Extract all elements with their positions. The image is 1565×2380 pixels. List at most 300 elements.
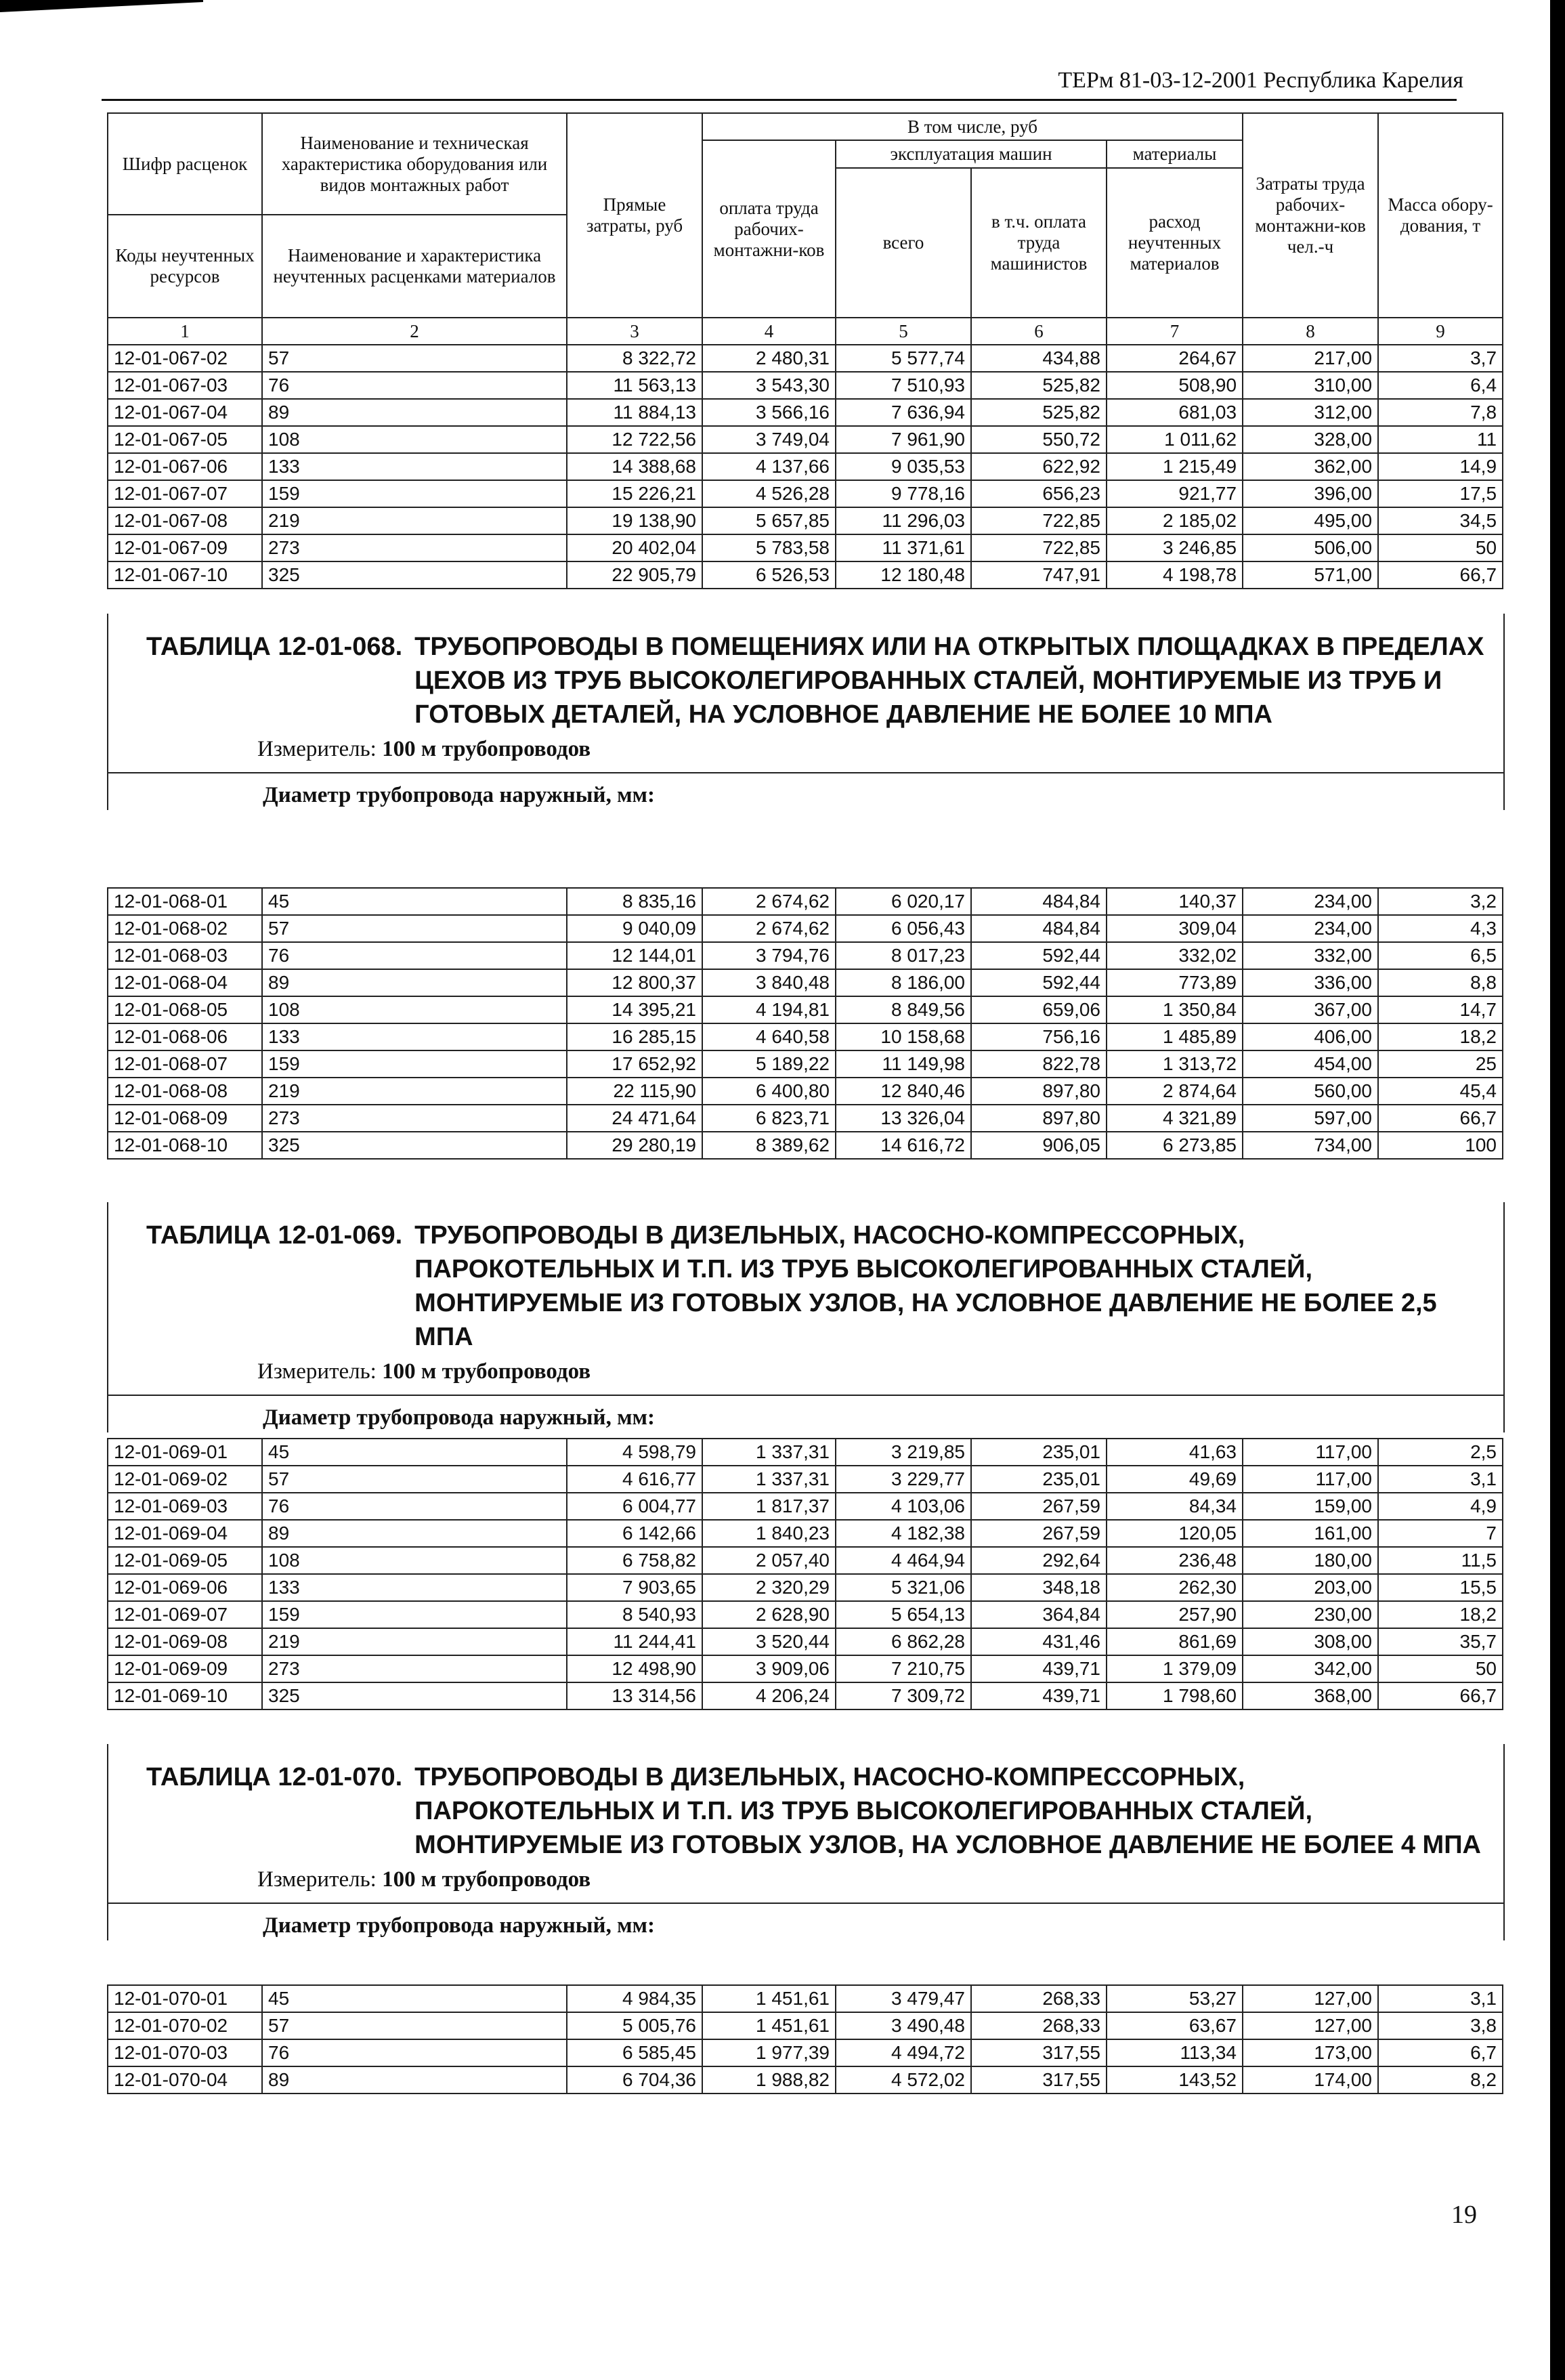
cell-mass: 7,8: [1378, 399, 1503, 426]
cell-mass: 7: [1378, 1520, 1503, 1547]
cell-materials: 1 379,09: [1107, 1655, 1243, 1682]
cell-mach-labor: 267,59: [971, 1520, 1107, 1547]
cell-mach-labor: 434,88: [971, 345, 1107, 372]
cell-diameter: 89: [262, 969, 567, 996]
cell-materials: 143,52: [1107, 2066, 1243, 2094]
table-row: [108, 1105, 1503, 1132]
header-rule: [102, 99, 1457, 101]
cell-diameter: 273: [262, 1655, 567, 1682]
cell-diameter: 159: [262, 1050, 567, 1078]
cell-materials: 861,69: [1107, 1628, 1243, 1655]
cell-mach-total: 5 654,13: [836, 1601, 971, 1628]
table-caption: ТРУБОПРОВОДЫ В ДИЗЕЛЬНЫХ, НАСОСНО-КОМПРЕССОРНЫХ, ПАРОКОТЕЛЬНЫХ И Т.П. ИЗ ТРУБ ВЫСОКОЛЕГИРОВАННЫХ СТАЛЕЙ, МОНТИРУЕМЫЕ ИЗ ГОТОВЫХ УЗЛОВ, НА УСЛОВНОЕ ДАВЛЕНИЕ НЕ БОЛЕЕ 2,5 МПА: [414, 1221, 1437, 1351]
cell-direct: 6 142,66: [567, 1520, 702, 1547]
cell-mach-total: 10 158,68: [836, 1023, 971, 1050]
cell-diameter: 133: [262, 453, 567, 480]
cell-materials: 2 874,64: [1107, 1078, 1243, 1105]
table-row: [108, 969, 1503, 996]
col-name-header: Наименование и техническая характеристика оборудования или видов монтажных работ: [262, 113, 567, 215]
cell-mach-total: 6 862,28: [836, 1628, 971, 1655]
cell-diameter: 273: [262, 1105, 567, 1132]
cell-mach-total: 6 056,43: [836, 915, 971, 942]
cell-mach-labor: 267,59: [971, 1493, 1107, 1520]
table-row: [108, 345, 1503, 372]
cell-direct: 8 540,93: [567, 1601, 702, 1628]
table-label: ТАБЛИЦА 12-01-070.: [146, 1763, 403, 1791]
cell-diameter: 57: [262, 1466, 567, 1493]
cell-labor-pay: 4 640,58: [702, 1023, 836, 1050]
cell-diameter: 325: [262, 1682, 567, 1709]
unit-line: [108, 731, 1503, 773]
cell-mach-total: 7 210,75: [836, 1655, 971, 1682]
cell-mass: 3,1: [1378, 1466, 1503, 1493]
table-row: [108, 2012, 1503, 2039]
cell-mach-labor: 592,44: [971, 942, 1107, 969]
cell-code: 12-01-067-09: [108, 534, 262, 561]
cell-labor-pay: 1 840,23: [702, 1520, 836, 1547]
cell-materials: 49,69: [1107, 1466, 1243, 1493]
table-row: [108, 1574, 1503, 1601]
cell-materials: 1 011,62: [1107, 426, 1243, 453]
cell-labor-pay: 1 451,61: [702, 1985, 836, 2012]
cell-diameter: 159: [262, 480, 567, 507]
cell-labor-hours: 173,00: [1243, 2039, 1378, 2066]
cell-direct: 7 903,65: [567, 1574, 702, 1601]
cell-labor-pay: 4 194,81: [702, 996, 836, 1023]
cell-code: 12-01-067-06: [108, 453, 262, 480]
scan-corner-mark: [0, 0, 203, 15]
unit-line: [108, 1862, 1503, 1904]
cell-code: 12-01-070-03: [108, 2039, 262, 2066]
cell-labor-pay: 8 389,62: [702, 1132, 836, 1159]
cell-mass: 50: [1378, 534, 1503, 561]
cell-direct: 29 280,19: [567, 1132, 702, 1159]
cell-code: 12-01-069-07: [108, 1601, 262, 1628]
column-number: 8: [1243, 318, 1378, 345]
cell-mach-total: 8 186,00: [836, 969, 971, 996]
cell-diameter: 76: [262, 942, 567, 969]
cell-code: 12-01-068-01: [108, 888, 262, 915]
table-row: [108, 1050, 1503, 1078]
table-label: ТАБЛИЦА 12-01-069.: [146, 1221, 403, 1250]
table-row: [108, 996, 1503, 1023]
cell-materials: 1 313,72: [1107, 1050, 1243, 1078]
cell-mach-labor: 822,78: [971, 1050, 1107, 1078]
cell-mass: 50: [1378, 1655, 1503, 1682]
table-row: [108, 888, 1503, 915]
cell-direct: 9 040,09: [567, 915, 702, 942]
cell-code: 12-01-068-02: [108, 915, 262, 942]
cell-mass: 66,7: [1378, 1105, 1503, 1132]
cell-direct: 14 388,68: [567, 453, 702, 480]
table-row: [108, 2039, 1503, 2066]
cell-mach-labor: 722,85: [971, 534, 1107, 561]
cell-materials: 508,90: [1107, 372, 1243, 399]
unit-prefix: Измеритель:: [257, 1867, 383, 1892]
cell-diameter: 219: [262, 507, 567, 534]
table-row: [108, 942, 1503, 969]
cell-diameter: 45: [262, 1985, 567, 2012]
cell-direct: 11 563,13: [567, 372, 702, 399]
cell-materials: 2 185,02: [1107, 507, 1243, 534]
cell-mach-labor: 897,80: [971, 1105, 1107, 1132]
cell-mass: 2,5: [1378, 1439, 1503, 1466]
cell-labor-hours: 734,00: [1243, 1132, 1378, 1159]
data-table: [107, 887, 1503, 1160]
table-row: [108, 1466, 1503, 1493]
cell-diameter: 159: [262, 1601, 567, 1628]
cell-mach-total: 4 182,38: [836, 1520, 971, 1547]
cell-diameter: 76: [262, 2039, 567, 2066]
cell-mach-labor: 439,71: [971, 1655, 1107, 1682]
cell-diameter: 325: [262, 1132, 567, 1159]
cell-mach-total: 8 017,23: [836, 942, 971, 969]
cell-labor-hours: 234,00: [1243, 915, 1378, 942]
cell-diameter: 133: [262, 1574, 567, 1601]
cell-mach-total: 6 020,17: [836, 888, 971, 915]
cell-mach-labor: 364,84: [971, 1601, 1107, 1628]
cell-mach-total: 14 616,72: [836, 1132, 971, 1159]
cell-diameter: 76: [262, 372, 567, 399]
cell-code: 12-01-069-09: [108, 1655, 262, 1682]
cell-labor-pay: 1 337,31: [702, 1466, 836, 1493]
table-row: [108, 915, 1503, 942]
cell-mach-total: 5 577,74: [836, 345, 971, 372]
cell-materials: 4 321,89: [1107, 1105, 1243, 1132]
cell-materials: 1 485,89: [1107, 1023, 1243, 1050]
unit-prefix: Измеритель:: [257, 1359, 383, 1384]
cell-code: 12-01-067-03: [108, 372, 262, 399]
cell-labor-pay: 6 526,53: [702, 561, 836, 589]
cell-materials: 6 273,85: [1107, 1132, 1243, 1159]
cell-mach-total: 8 849,56: [836, 996, 971, 1023]
cell-mass: 15,5: [1378, 1574, 1503, 1601]
cell-materials: 140,37: [1107, 888, 1243, 915]
col-labor-hours-header: Затраты труда рабочих-монтажни-ков чел.-ч: [1243, 113, 1378, 318]
cell-diameter: 57: [262, 345, 567, 372]
cell-code: 12-01-068-06: [108, 1023, 262, 1050]
cell-direct: 11 244,41: [567, 1628, 702, 1655]
cell-code: 12-01-067-05: [108, 426, 262, 453]
cell-mass: 3,8: [1378, 2012, 1503, 2039]
cell-labor-hours: 308,00: [1243, 1628, 1378, 1655]
cell-materials: 332,02: [1107, 942, 1243, 969]
cell-mass: 6,4: [1378, 372, 1503, 399]
unit-value: 100 м трубопроводов: [382, 1867, 591, 1892]
diameter-label: Диаметр трубопровода наружный, мм:: [263, 1913, 656, 1938]
cell-direct: 5 005,76: [567, 2012, 702, 2039]
cell-code: 12-01-068-03: [108, 942, 262, 969]
cell-direct: 24 471,64: [567, 1105, 702, 1132]
cell-code: 12-01-069-03: [108, 1493, 262, 1520]
column-number: 5: [836, 318, 971, 345]
cell-labor-pay: 2 320,29: [702, 1574, 836, 1601]
cell-code: 12-01-068-04: [108, 969, 262, 996]
cell-mach-labor: 525,82: [971, 372, 1107, 399]
cell-labor-pay: 4 206,24: [702, 1682, 836, 1709]
cell-code: 12-01-068-07: [108, 1050, 262, 1078]
cell-labor-pay: 6 823,71: [702, 1105, 836, 1132]
column-number: 4: [702, 318, 836, 345]
cell-mass: 18,2: [1378, 1601, 1503, 1628]
cell-mass: 4,3: [1378, 915, 1503, 942]
cell-diameter: 219: [262, 1078, 567, 1105]
cell-code: 12-01-067-10: [108, 561, 262, 589]
col-mach-labor-header: в т.ч. оплата труда машинистов: [971, 168, 1107, 318]
cell-labor-pay: 5 657,85: [702, 507, 836, 534]
cell-diameter: 89: [262, 399, 567, 426]
cell-labor-pay: 3 749,04: [702, 426, 836, 453]
cell-mach-total: 3 219,85: [836, 1439, 971, 1466]
cell-mass: 34,5: [1378, 507, 1503, 534]
cell-mass: 3,2: [1378, 888, 1503, 915]
cell-direct: 8 322,72: [567, 345, 702, 372]
cell-diameter: 45: [262, 1439, 567, 1466]
cell-direct: 16 285,15: [567, 1023, 702, 1050]
cell-direct: 6 704,36: [567, 2066, 702, 2094]
cell-mach-labor: 897,80: [971, 1078, 1107, 1105]
cell-mach-total: 4 464,94: [836, 1547, 971, 1574]
scan-edge-mark: [1550, 0, 1565, 2380]
table-caption: ТРУБОПРОВОДЫ В ПОМЕЩЕНИЯХ ИЛИ НА ОТКРЫТЫХ ПЛОЩАДКАХ В ПРЕДЕЛАХ ЦЕХОВ ИЗ ТРУБ ВЫСОКОЛЕГИРОВАННЫХ СТАЛЕЙ, МОНТИРУЕМЫЕ ИЗ ТРУБ И ГОТОВЫХ ДЕТАЛЕЙ, НА УСЛОВНОЕ ДАВЛЕНИЕ НЕ БОЛЕЕ 10 МПА: [414, 633, 1484, 729]
cell-direct: 13 314,56: [567, 1682, 702, 1709]
cell-mach-labor: 550,72: [971, 426, 1107, 453]
cell-mach-total: 4 103,06: [836, 1493, 971, 1520]
cell-labor-pay: 2 057,40: [702, 1547, 836, 1574]
cell-code: 12-01-069-10: [108, 1682, 262, 1709]
cell-diameter: 76: [262, 1493, 567, 1520]
cell-direct: 20 402,04: [567, 534, 702, 561]
table-row: [108, 507, 1503, 534]
cell-mach-total: 3 490,48: [836, 2012, 971, 2039]
column-numbers-row: [108, 318, 1503, 345]
table-heading-block: [107, 614, 1505, 810]
cell-direct: 15 226,21: [567, 480, 702, 507]
cell-labor-pay: 3 794,76: [702, 942, 836, 969]
cell-labor-hours: 571,00: [1243, 561, 1378, 589]
cell-direct: 8 835,16: [567, 888, 702, 915]
cell-labor-hours: 312,00: [1243, 399, 1378, 426]
cell-labor-hours: 180,00: [1243, 1547, 1378, 1574]
cell-labor-hours: 203,00: [1243, 1574, 1378, 1601]
cell-labor-pay: 1 817,37: [702, 1493, 836, 1520]
column-number: 7: [1107, 318, 1243, 345]
cell-materials: 1 350,84: [1107, 996, 1243, 1023]
cell-materials: 921,77: [1107, 480, 1243, 507]
cell-materials: 1 215,49: [1107, 453, 1243, 480]
cell-diameter: 89: [262, 2066, 567, 2094]
cell-mach-labor: 656,23: [971, 480, 1107, 507]
cell-code: 12-01-070-02: [108, 2012, 262, 2039]
cell-mass: 66,7: [1378, 1682, 1503, 1709]
table-row: [108, 1439, 1503, 1466]
cell-mach-labor: 431,46: [971, 1628, 1107, 1655]
cell-mach-total: 4 572,02: [836, 2066, 971, 2094]
cell-labor-hours: 161,00: [1243, 1520, 1378, 1547]
cell-mass: 25: [1378, 1050, 1503, 1078]
cell-labor-pay: 3 566,16: [702, 399, 836, 426]
cell-materials: 41,63: [1107, 1439, 1243, 1466]
cell-labor-pay: 3 840,48: [702, 969, 836, 996]
cell-direct: 12 498,90: [567, 1655, 702, 1682]
cell-materials: 309,04: [1107, 915, 1243, 942]
unit-value: 100 м трубопроводов: [382, 1359, 591, 1384]
cell-mass: 35,7: [1378, 1628, 1503, 1655]
cell-direct: 11 884,13: [567, 399, 702, 426]
cell-diameter: 89: [262, 1520, 567, 1547]
table-row: [108, 1078, 1503, 1105]
unit-prefix: Измеритель:: [257, 737, 383, 761]
cell-labor-pay: 1 977,39: [702, 2039, 836, 2066]
cell-mass: 8,8: [1378, 969, 1503, 996]
cell-materials: 236,48: [1107, 1547, 1243, 1574]
cell-labor-hours: 117,00: [1243, 1439, 1378, 1466]
table-row: [108, 480, 1503, 507]
cell-mach-labor: 906,05: [971, 1132, 1107, 1159]
cell-mass: 3,7: [1378, 345, 1503, 372]
cell-direct: 6 585,45: [567, 2039, 702, 2066]
cell-labor-hours: 406,00: [1243, 1023, 1378, 1050]
cell-materials: 3 246,85: [1107, 534, 1243, 561]
cell-mach-total: 13 326,04: [836, 1105, 971, 1132]
cell-code: 12-01-069-04: [108, 1520, 262, 1547]
cell-direct: 12 722,56: [567, 426, 702, 453]
cell-labor-hours: 174,00: [1243, 2066, 1378, 2094]
cell-materials: 53,27: [1107, 1985, 1243, 2012]
table-row: [108, 534, 1503, 561]
cell-labor-hours: 117,00: [1243, 1466, 1378, 1493]
cell-mach-total: 5 321,06: [836, 1574, 971, 1601]
cell-mach-total: 7 961,90: [836, 426, 971, 453]
cell-labor-hours: 560,00: [1243, 1078, 1378, 1105]
cell-mach-labor: 525,82: [971, 399, 1107, 426]
cell-mach-total: 7 309,72: [836, 1682, 971, 1709]
cell-labor-hours: 336,00: [1243, 969, 1378, 996]
cell-diameter: 108: [262, 1547, 567, 1574]
col-labor-pay-header: оплата труда рабочих-монтажни-ков: [702, 140, 836, 318]
table-row: [108, 1547, 1503, 1574]
cell-mass: 14,7: [1378, 996, 1503, 1023]
cell-labor-pay: 6 400,80: [702, 1078, 836, 1105]
cell-diameter: 108: [262, 426, 567, 453]
cell-mach-labor: 592,44: [971, 969, 1107, 996]
col-machines-header: эксплуатация машин: [836, 140, 1107, 168]
cell-labor-hours: 217,00: [1243, 345, 1378, 372]
cell-mass: 18,2: [1378, 1023, 1503, 1050]
cell-code: 12-01-067-08: [108, 507, 262, 534]
cell-direct: 4 984,35: [567, 1985, 702, 2012]
cell-code: 12-01-070-01: [108, 1985, 262, 2012]
table-title: [108, 614, 1503, 731]
cell-direct: 22 905,79: [567, 561, 702, 589]
cell-direct: 22 115,90: [567, 1078, 702, 1105]
cell-labor-pay: 3 520,44: [702, 1628, 836, 1655]
cell-diameter: 273: [262, 534, 567, 561]
cell-mach-total: 7 636,94: [836, 399, 971, 426]
table-row: [108, 561, 1503, 589]
cell-mass: 100: [1378, 1132, 1503, 1159]
cell-mach-labor: 756,16: [971, 1023, 1107, 1050]
cell-labor-hours: 506,00: [1243, 534, 1378, 561]
cell-mach-total: 9 778,16: [836, 480, 971, 507]
cell-labor-hours: 454,00: [1243, 1050, 1378, 1078]
column-number: 6: [971, 318, 1107, 345]
cell-mach-total: 11 149,98: [836, 1050, 971, 1078]
table-row: [108, 1628, 1503, 1655]
cell-labor-hours: 495,00: [1243, 507, 1378, 534]
cell-code: 12-01-069-02: [108, 1466, 262, 1493]
cell-labor-hours: 230,00: [1243, 1601, 1378, 1628]
cell-materials: 257,90: [1107, 1601, 1243, 1628]
cell-direct: 12 144,01: [567, 942, 702, 969]
cell-labor-pay: 5 783,58: [702, 534, 836, 561]
cell-mass: 17,5: [1378, 480, 1503, 507]
cell-labor-hours: 362,00: [1243, 453, 1378, 480]
cell-labor-hours: 310,00: [1243, 372, 1378, 399]
table-row: [108, 453, 1503, 480]
cell-code: 12-01-068-10: [108, 1132, 262, 1159]
cell-labor-pay: 1 988,82: [702, 2066, 836, 2094]
table-row: [108, 2066, 1503, 2094]
cell-mach-total: 4 494,72: [836, 2039, 971, 2066]
cell-mass: 11,5: [1378, 1547, 1503, 1574]
cell-direct: 12 800,37: [567, 969, 702, 996]
column-number: 2: [262, 318, 567, 345]
cell-labor-pay: 2 480,31: [702, 345, 836, 372]
cell-labor-pay: 4 137,66: [702, 453, 836, 480]
cell-mass: 6,7: [1378, 2039, 1503, 2066]
data-table: [107, 1984, 1503, 2094]
cell-mach-labor: 484,84: [971, 915, 1107, 942]
table-row: [108, 1601, 1503, 1628]
table-067: [107, 112, 1503, 589]
cell-labor-hours: 234,00: [1243, 888, 1378, 915]
cell-mach-total: 9 035,53: [836, 453, 971, 480]
cell-labor-pay: 2 628,90: [702, 1601, 836, 1628]
table-row: [108, 1655, 1503, 1682]
cell-code: 12-01-069-05: [108, 1547, 262, 1574]
cell-code: 12-01-069-06: [108, 1574, 262, 1601]
cell-mach-labor: 235,01: [971, 1466, 1107, 1493]
cell-labor-pay: 2 674,62: [702, 888, 836, 915]
cell-mach-labor: 484,84: [971, 888, 1107, 915]
cell-mach-labor: 317,55: [971, 2039, 1107, 2066]
cell-labor-hours: 368,00: [1243, 1682, 1378, 1709]
cell-mach-labor: 747,91: [971, 561, 1107, 589]
cell-code: 12-01-068-08: [108, 1078, 262, 1105]
cell-materials: 4 198,78: [1107, 561, 1243, 589]
cell-materials: 63,67: [1107, 2012, 1243, 2039]
table-title: [108, 1202, 1503, 1354]
cell-mach-total: 11 296,03: [836, 507, 971, 534]
cell-materials: 1 798,60: [1107, 1682, 1243, 1709]
cell-diameter: 325: [262, 561, 567, 589]
cell-mass: 3,1: [1378, 1985, 1503, 2012]
table-row: [108, 1023, 1503, 1050]
cell-diameter: 133: [262, 1023, 567, 1050]
cell-direct: 17 652,92: [567, 1050, 702, 1078]
cell-mach-total: 11 371,61: [836, 534, 971, 561]
cell-code: 12-01-070-04: [108, 2066, 262, 2094]
cell-mach-labor: 268,33: [971, 2012, 1107, 2039]
data-table: [107, 1438, 1503, 1710]
running-header: ТЕРм 81-03-12-2001 Республика Карелия: [1058, 68, 1463, 93]
diameter-label: Диаметр трубопровода наружный, мм:: [263, 783, 656, 807]
col-mach-total-header: всего: [836, 168, 971, 318]
cell-materials: 120,05: [1107, 1520, 1243, 1547]
table-title: [108, 1744, 1503, 1862]
table-row: [108, 1493, 1503, 1520]
